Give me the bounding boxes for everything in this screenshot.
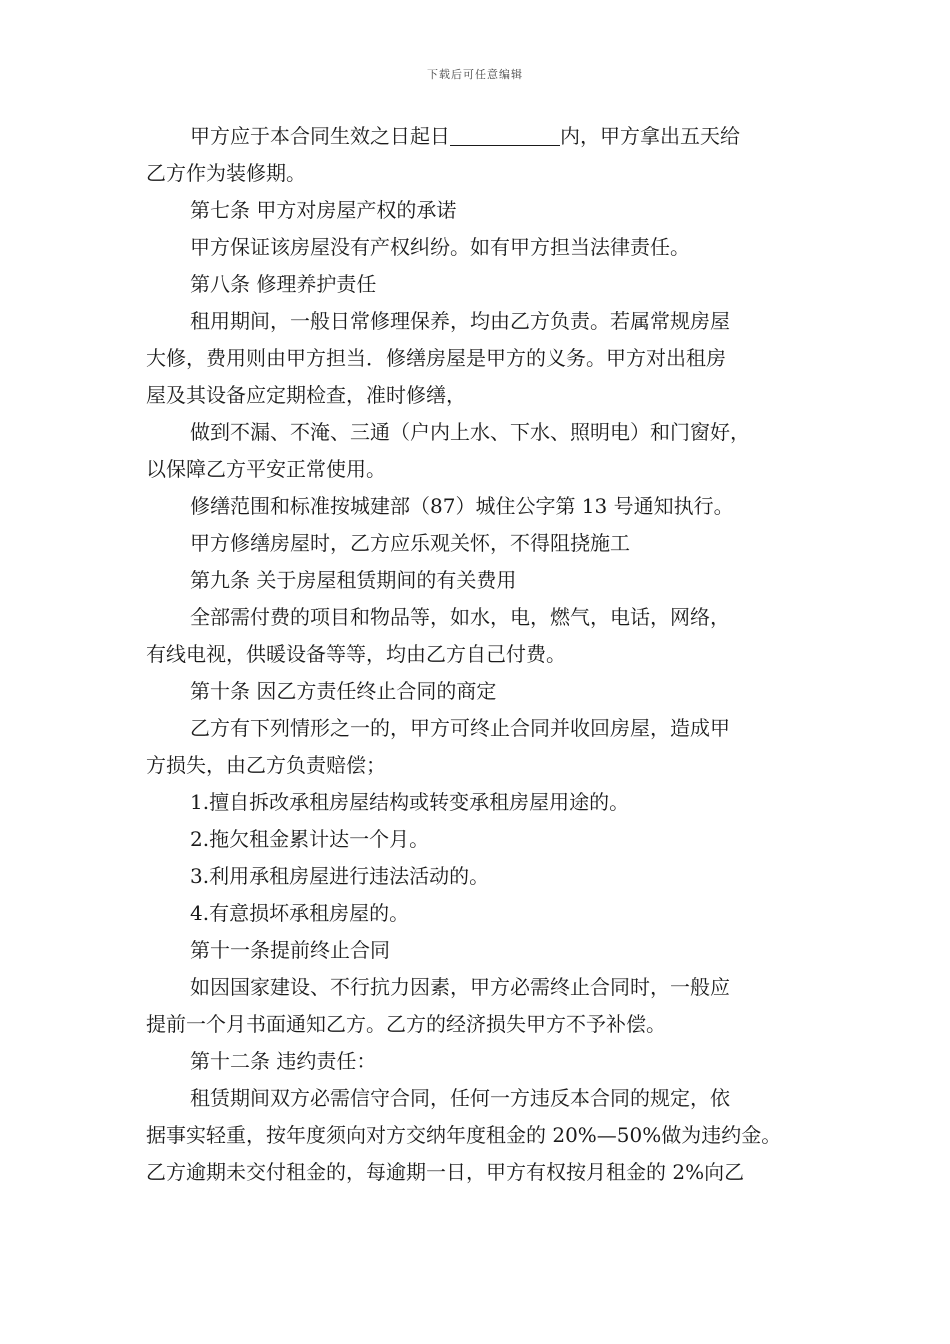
line-text: 内，甲方拿出五天给 — [560, 124, 740, 148]
paragraph-line: 以保障乙方平安正常使用。 — [146, 457, 386, 481]
paragraph-line: 乙方逾期未交付租金的，每逾期一日，甲方有权按月租金的 2%向乙 — [146, 1160, 745, 1184]
paragraph-line: 租用期间，一般日常修理保养，均由乙方负责。若属常规房屋 — [190, 309, 730, 333]
section-heading: 第九条 关于房屋租赁期间的有关费用 — [190, 568, 517, 592]
paragraph-line: 方损失，由乙方负责赔偿； — [146, 753, 386, 777]
paragraph-line: 如因国家建设、不行抗力因素，甲方必需终止合同时，一般应 — [190, 975, 730, 999]
page-header: 下载后可任意编辑 — [427, 68, 523, 81]
section-heading: 第十二条 违约责任： — [190, 1049, 377, 1073]
paragraph-line: 全部需付费的项目和物品等，如水，电，燃气，电话，网络， — [190, 605, 730, 629]
list-item: 1.擅自拆改承租房屋结构或转变承租房屋用途的。 — [190, 790, 630, 814]
section-heading: 第十条 因乙方责任终止合同的商定 — [190, 679, 497, 703]
line-text: 甲方应于本合同生效之日起日 — [190, 124, 450, 148]
paragraph-line: 乙方有下列情形之一的，甲方可终止合同并收回房屋，造成甲 — [190, 716, 730, 740]
paragraph-line: 修缮范围和标准按城建部（87）城住公字第 13 号通知执行。 — [190, 494, 734, 518]
paragraph-line: 甲方修缮房屋时，乙方应乐观关怀，不得阻挠施工 — [190, 531, 630, 555]
document-body — [146, 118, 822, 1191]
paragraph-line: 做到不漏、不淹、三通（户内上水、下水、照明电）和门窗好， — [190, 420, 750, 444]
paragraph-line: 提前一个月书面通知乙方。乙方的经济损失甲方不予补偿。 — [146, 1012, 666, 1036]
section-heading: 第十一条提前终止合同 — [190, 938, 390, 962]
paragraph-line: 乙方作为装修期。 — [146, 161, 306, 185]
list-item: 2.拖欠租金累计达一个月。 — [190, 827, 430, 851]
fill-in-blank — [450, 123, 560, 146]
paragraph-line: 甲方保证该房屋没有产权纠纷。如有甲方担当法律责任。 — [190, 235, 690, 259]
section-heading: 第七条 甲方对房屋产权的承诺 — [190, 198, 457, 222]
section-heading: 第八条 修理养护责任 — [190, 272, 377, 296]
paragraph-line: 有线电视，供暖设备等等，均由乙方自己付费。 — [146, 642, 566, 666]
list-item: 4.有意损坏承租房屋的。 — [190, 901, 410, 925]
list-item: 3.利用承租房屋进行违法活动的。 — [190, 864, 490, 888]
paragraph-line: 屋及其设备应定期检查，准时修缮， — [146, 383, 466, 407]
paragraph-line: 据事实轻重，按年度须向对方交纳年度租金的 20%—50%做为违约金。 — [146, 1123, 782, 1147]
paragraph-line: 大修，费用则由甲方担当．修缮房屋是甲方的义务。甲方对出租房 — [146, 346, 726, 370]
paragraph-line — [146, 118, 822, 155]
paragraph-line: 租赁期间双方必需信守合同，任何一方违反本合同的规定，依 — [190, 1086, 730, 1110]
